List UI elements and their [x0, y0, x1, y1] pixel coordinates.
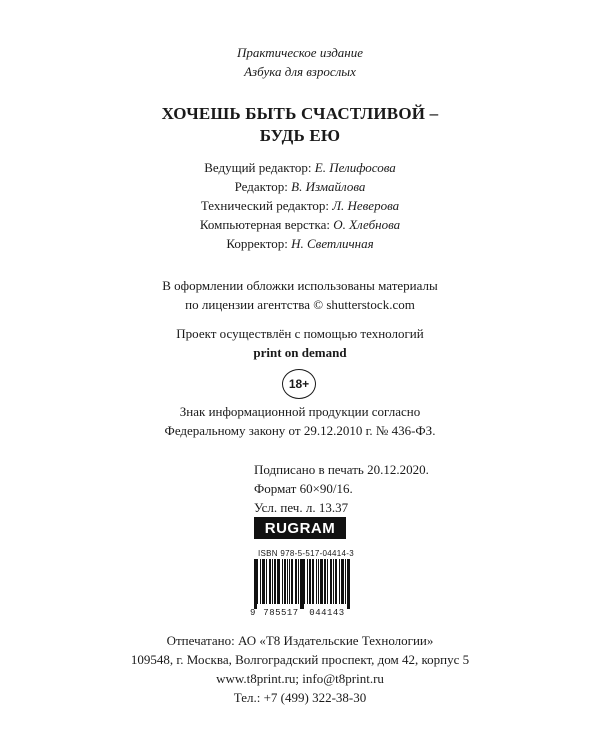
credit-row — [0, 196, 600, 215]
print-signed: Подписано в печать 20.12.2020. — [254, 462, 429, 477]
cover-note-line-1: В оформлении обложки использованы материалы — [162, 278, 438, 293]
credit-row — [0, 215, 600, 234]
printer-line-2: 109548, г. Москва, Волгоградский проспект, дом 42, корпус 5 — [130, 652, 470, 667]
title-line-1: ХОЧЕШЬ БЫТЬ СЧАСТЛИВОЙ – — [161, 104, 439, 123]
printer-line-1: Отпечатано: АО «Т8 Издательские Технологии» — [166, 633, 434, 648]
credit-row — [0, 158, 600, 177]
printer-line-3: www.t8print.ru; info@t8print.ru — [216, 671, 384, 686]
ean-right-group: 044143 — [309, 608, 345, 618]
age-rating-badge: 18+ — [282, 369, 316, 399]
law-note-line-2: Федеральному закону от 29.12.2010 г. № 436-ФЗ. — [164, 423, 436, 438]
series-line-2: Азбука для взрослых — [244, 64, 356, 79]
credits — [0, 158, 600, 253]
print-info — [254, 460, 454, 517]
print-format: Формат 60×90/16. — [254, 481, 353, 496]
credit-name: Н. Светличная — [291, 236, 374, 251]
credit-name: Е. Пелифосова — [314, 160, 396, 175]
credit-row — [0, 234, 600, 253]
credit-name: Л. Неверова — [332, 198, 400, 213]
series-info — [0, 43, 600, 81]
credit-role: Редактор: — [234, 179, 288, 194]
pod-note — [0, 324, 600, 362]
printer-info — [0, 631, 600, 707]
cover-note-line-2: по лицензии агентства © shutterstock.com — [185, 297, 415, 312]
credit-name: О. Хлебнова — [333, 217, 401, 232]
title-line-2: БУДЬ ЕЮ — [259, 126, 341, 145]
ean-first-digit: 9 — [250, 608, 256, 618]
cover-note — [0, 276, 600, 314]
ean-left-group: 785517 — [263, 608, 299, 618]
printer-line-4: Тел.: +7 (499) 322-38-30 — [233, 690, 367, 705]
law-note — [0, 402, 600, 440]
isbn-label: ISBN 978-5-517-04414-3 — [258, 549, 354, 558]
law-note-line-1: Знак информационной продукции согласно — [179, 404, 421, 419]
print-sheets: Усл. печ. л. 13.37 — [254, 500, 349, 515]
pod-note-line-2: print on demand — [253, 345, 347, 360]
book-title — [0, 103, 600, 147]
credit-role: Корректор: — [226, 236, 288, 251]
ean-digits — [250, 608, 350, 618]
credit-row — [0, 177, 600, 196]
pod-note-line-1: Проект осуществлён с помощью технологий — [176, 326, 424, 341]
credit-name: В. Измайлова — [291, 179, 366, 194]
barcode-icon — [254, 559, 350, 609]
credit-role: Компьютерная верстка: — [199, 217, 330, 232]
rugram-logo: RUGRAM — [254, 517, 346, 539]
series-line-1: Практическое издание — [236, 45, 364, 60]
credit-role: Технический редактор: — [200, 198, 329, 213]
credit-role: Ведущий редактор: — [204, 160, 312, 175]
